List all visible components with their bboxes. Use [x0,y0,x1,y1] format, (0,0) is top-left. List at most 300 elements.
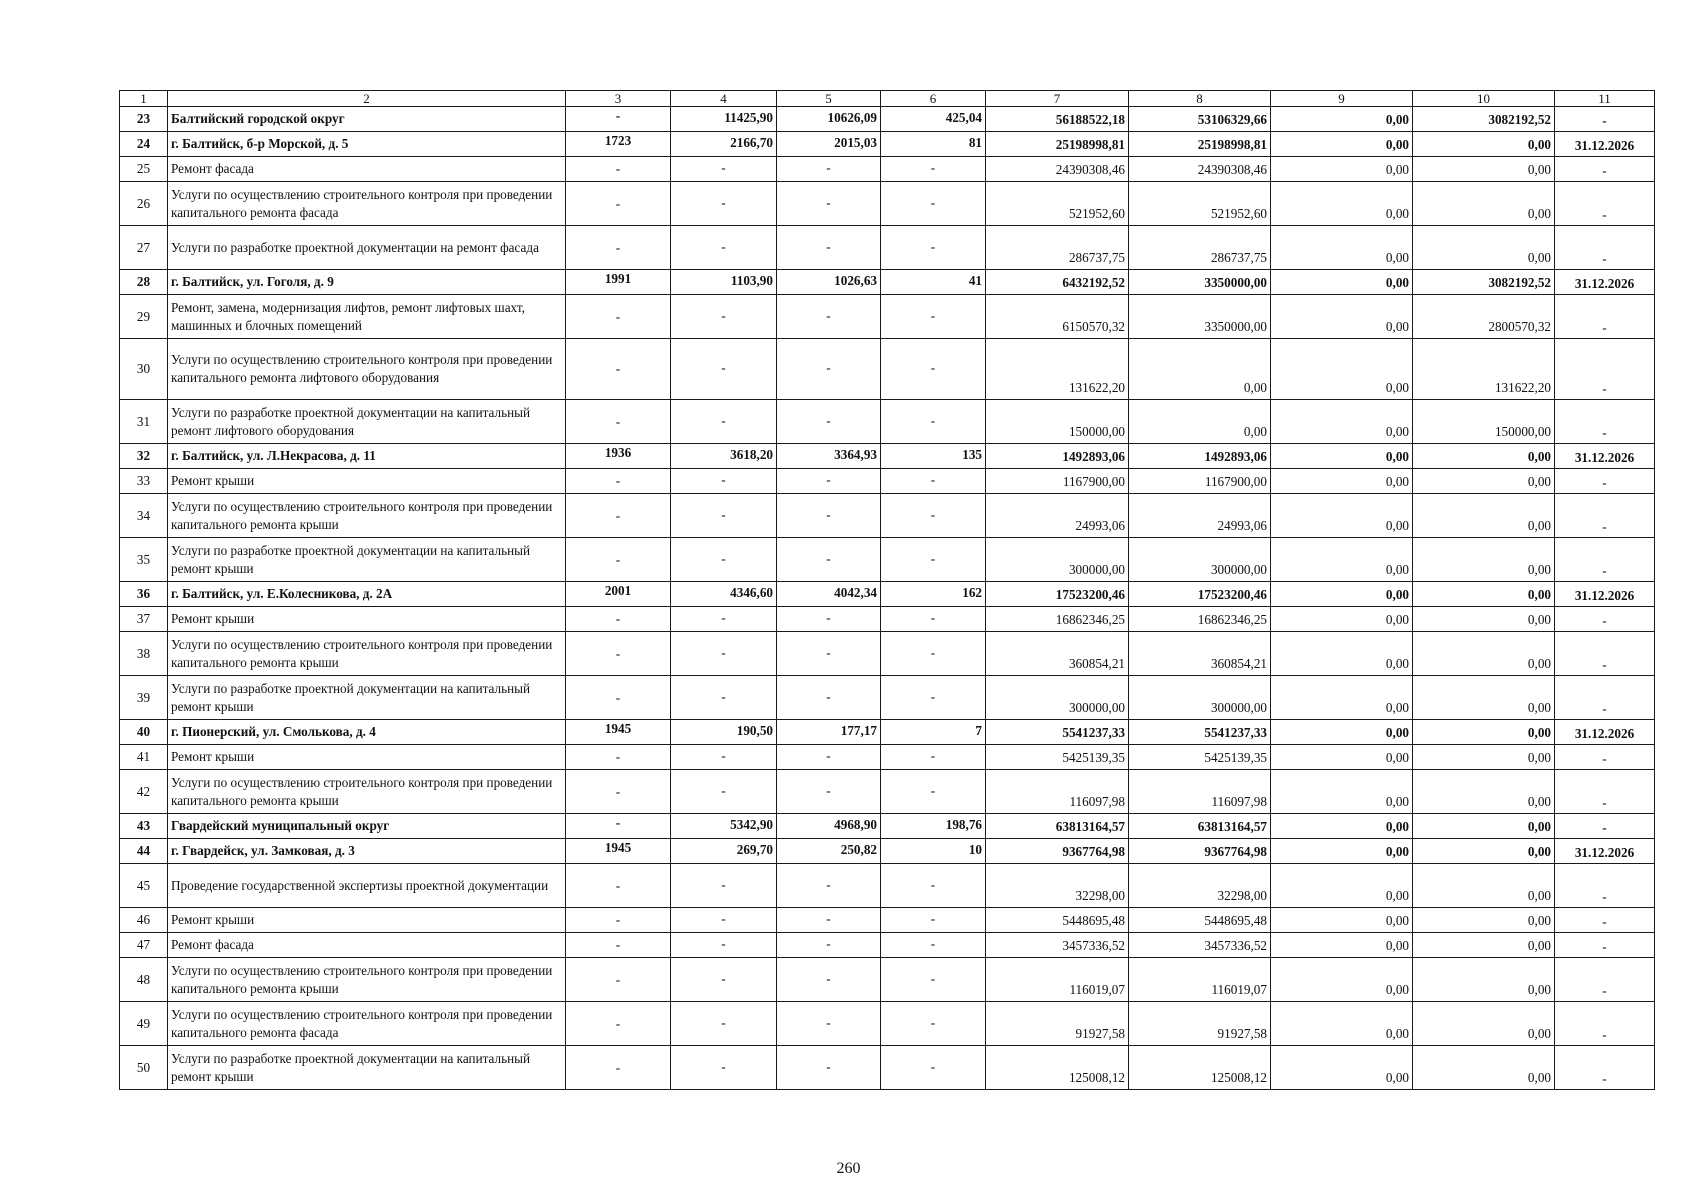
cell-other-funds: 0,00 [1413,958,1555,1002]
table-row [120,107,1655,132]
cell-total-cost: 63813164,57 [986,814,1129,839]
cell-residents: 135 [881,444,986,469]
cell-total-cost: 5448695,48 [986,908,1129,933]
cell-residents: - [881,1002,986,1046]
cell-total-cost: 24390308,46 [986,157,1129,182]
table-row [120,132,1655,157]
column-header: 2 [168,91,566,107]
cell-fund-amount: 1492893,06 [1129,444,1271,469]
cell-total-area: - [671,933,777,958]
cell-total-area: - [671,538,777,582]
cell-row-number: 43 [120,814,168,839]
cell-item-name: г. Балтийск, б-р Морской, д. 5 [168,132,566,157]
cell-other-funds: 0,00 [1413,864,1555,908]
cell-year-built: 1936 [566,444,671,469]
cell-row-number: 44 [120,839,168,864]
cell-residents: - [881,157,986,182]
cell-budget-amount: 0,00 [1271,107,1413,132]
cell-total-cost: 131622,20 [986,339,1129,400]
column-header: 10 [1413,91,1555,107]
cell-total-area: - [671,1002,777,1046]
cell-item-name: г. Гвардейск, ул. Замковая, д. 3 [168,839,566,864]
table-row [120,1002,1655,1046]
cell-total-cost: 91927,58 [986,1002,1129,1046]
cell-other-funds: 0,00 [1413,444,1555,469]
cell-completion-date: - [1555,933,1655,958]
cell-year-built: - [566,1002,671,1046]
cell-year-built: 1945 [566,839,671,864]
cell-total-cost: 1492893,06 [986,444,1129,469]
cell-completion-date: - [1555,538,1655,582]
cell-other-funds: 131622,20 [1413,339,1555,400]
cell-residents: - [881,745,986,770]
cell-fund-amount: 17523200,46 [1129,582,1271,607]
cell-residential-area: - [777,770,881,814]
table-row [120,864,1655,908]
cell-residential-area: - [777,908,881,933]
cell-residents: - [881,908,986,933]
cell-total-area: - [671,226,777,270]
table-row [120,933,1655,958]
cell-fund-amount: 16862346,25 [1129,607,1271,632]
cell-fund-amount: 360854,21 [1129,632,1271,676]
cell-other-funds: 0,00 [1413,770,1555,814]
cell-budget-amount: 0,00 [1271,958,1413,1002]
cell-residents: 10 [881,839,986,864]
table-row [120,814,1655,839]
cell-total-area: 4346,60 [671,582,777,607]
cell-row-number: 23 [120,107,168,132]
cell-row-number: 35 [120,538,168,582]
cell-year-built: 1991 [566,270,671,295]
cell-total-area: 190,50 [671,720,777,745]
cell-total-area: - [671,864,777,908]
cell-total-cost: 1167900,00 [986,469,1129,494]
cell-row-number: 30 [120,339,168,400]
cell-completion-date: - [1555,958,1655,1002]
cell-year-built: - [566,958,671,1002]
cell-residential-area: 10626,09 [777,107,881,132]
cell-completion-date: - [1555,295,1655,339]
cell-row-number: 42 [120,770,168,814]
cell-year-built: - [566,400,671,444]
cell-budget-amount: 0,00 [1271,908,1413,933]
cell-row-number: 46 [120,908,168,933]
cell-budget-amount: 0,00 [1271,770,1413,814]
cell-row-number: 38 [120,632,168,676]
cell-residential-area: - [777,400,881,444]
cell-other-funds: 0,00 [1413,745,1555,770]
table-row [120,720,1655,745]
column-header: 7 [986,91,1129,107]
cell-total-cost: 25198998,81 [986,132,1129,157]
cell-completion-date: - [1555,226,1655,270]
cell-item-name: г. Балтийск, ул. Гоголя, д. 9 [168,270,566,295]
cell-budget-amount: 0,00 [1271,1002,1413,1046]
cell-total-cost: 300000,00 [986,538,1129,582]
cell-row-number: 31 [120,400,168,444]
cell-total-cost: 116097,98 [986,770,1129,814]
cell-item-name: Услуги по осуществлению строительного контроля при проведении капитального ремонта фасада [168,1002,566,1046]
cell-total-area: 11425,90 [671,107,777,132]
cell-total-area: 2166,70 [671,132,777,157]
cell-row-number: 49 [120,1002,168,1046]
table-row [120,226,1655,270]
cell-total-cost: 5425139,35 [986,745,1129,770]
cell-budget-amount: 0,00 [1271,157,1413,182]
cell-total-cost: 286737,75 [986,226,1129,270]
cell-total-area: 1103,90 [671,270,777,295]
column-header: 8 [1129,91,1271,107]
cell-budget-amount: 0,00 [1271,270,1413,295]
cell-item-name: Балтийский городской округ [168,107,566,132]
cell-other-funds: 0,00 [1413,226,1555,270]
cell-completion-date: - [1555,182,1655,226]
cell-item-name: Проведение государственной экспертизы проектной документации [168,864,566,908]
cell-total-cost: 24993,06 [986,494,1129,538]
cell-residential-area: 4042,34 [777,582,881,607]
cell-completion-date: 31.12.2026 [1555,444,1655,469]
cell-residential-area: - [777,632,881,676]
cell-total-area: - [671,676,777,720]
cell-total-area: - [671,1046,777,1090]
cell-completion-date: 31.12.2026 [1555,839,1655,864]
cell-total-area: - [671,958,777,1002]
cell-residents: - [881,676,986,720]
table-row [120,157,1655,182]
table-row [120,632,1655,676]
cell-item-name: Ремонт крыши [168,745,566,770]
cell-fund-amount: 63813164,57 [1129,814,1271,839]
cell-year-built: 1945 [566,720,671,745]
cell-residential-area: - [777,745,881,770]
cell-total-area: 3618,20 [671,444,777,469]
cell-residents: - [881,607,986,632]
cell-year-built: - [566,814,671,839]
cell-residential-area: 177,17 [777,720,881,745]
cell-residential-area: - [777,469,881,494]
cell-residents: - [881,933,986,958]
cell-year-built: - [566,864,671,908]
cell-residents: 198,76 [881,814,986,839]
cell-fund-amount: 116019,07 [1129,958,1271,1002]
cell-residential-area: - [777,494,881,538]
cell-year-built: - [566,933,671,958]
cell-item-name: Гвардейский муниципальный округ [168,814,566,839]
cell-residential-area: 1026,63 [777,270,881,295]
table-body [120,107,1655,1090]
cell-completion-date: - [1555,745,1655,770]
table-row [120,607,1655,632]
cell-completion-date: - [1555,607,1655,632]
cell-budget-amount: 0,00 [1271,469,1413,494]
cell-row-number: 39 [120,676,168,720]
cell-residential-area: - [777,182,881,226]
cell-residents: - [881,182,986,226]
cell-fund-amount: 300000,00 [1129,676,1271,720]
column-header: 3 [566,91,671,107]
table-row [120,400,1655,444]
cell-budget-amount: 0,00 [1271,933,1413,958]
cell-item-name: Услуги по осуществлению строительного контроля при проведении капитального ремонта крыши [168,494,566,538]
cell-row-number: 50 [120,1046,168,1090]
cell-completion-date: - [1555,814,1655,839]
table-row [120,582,1655,607]
cell-residential-area: - [777,676,881,720]
column-header: 4 [671,91,777,107]
cell-total-area: - [671,339,777,400]
cell-item-name: Услуги по осуществлению строительного контроля при проведении капитального ремонта крыши [168,770,566,814]
cell-total-cost: 300000,00 [986,676,1129,720]
cell-residential-area: 4968,90 [777,814,881,839]
cell-residents: 81 [881,132,986,157]
cell-other-funds: 0,00 [1413,839,1555,864]
cell-residential-area: - [777,958,881,1002]
cell-year-built: - [566,745,671,770]
cell-item-name: г. Балтийск, ул. Е.Колесникова, д. 2А [168,582,566,607]
cell-total-area: - [671,770,777,814]
table-row [120,295,1655,339]
cell-row-number: 25 [120,157,168,182]
cell-total-area: - [671,469,777,494]
cell-row-number: 40 [120,720,168,745]
cell-other-funds: 0,00 [1413,607,1555,632]
cell-residents: 7 [881,720,986,745]
cell-total-area: 269,70 [671,839,777,864]
cell-completion-date: - [1555,676,1655,720]
cell-completion-date: - [1555,469,1655,494]
cell-budget-amount: 0,00 [1271,182,1413,226]
cell-completion-date: - [1555,494,1655,538]
cell-budget-amount: 0,00 [1271,607,1413,632]
cell-other-funds: 0,00 [1413,582,1555,607]
cell-item-name: Ремонт, замена, модернизация лифтов, ремонт лифтовых шахт, машинных и блочных помещений [168,295,566,339]
cell-fund-amount: 0,00 [1129,400,1271,444]
cell-other-funds: 0,00 [1413,182,1555,226]
cell-total-area: 5342,90 [671,814,777,839]
cell-total-cost: 5541237,33 [986,720,1129,745]
cell-residential-area: - [777,339,881,400]
cell-row-number: 33 [120,469,168,494]
cell-budget-amount: 0,00 [1271,295,1413,339]
cell-fund-amount: 24993,06 [1129,494,1271,538]
cell-row-number: 45 [120,864,168,908]
cell-fund-amount: 286737,75 [1129,226,1271,270]
cell-other-funds: 3082192,52 [1413,107,1555,132]
cell-total-cost: 16862346,25 [986,607,1129,632]
cell-residential-area: - [777,538,881,582]
cell-year-built: - [566,295,671,339]
cell-residential-area: - [777,607,881,632]
table-row [120,839,1655,864]
cell-total-area: - [671,157,777,182]
cell-other-funds: 0,00 [1413,676,1555,720]
cell-residential-area: - [777,1002,881,1046]
cell-item-name: Услуги по разработке проектной документации на капитальный ремонт крыши [168,676,566,720]
cell-other-funds: 0,00 [1413,132,1555,157]
cell-residents: - [881,770,986,814]
cell-budget-amount: 0,00 [1271,444,1413,469]
cell-completion-date: 31.12.2026 [1555,132,1655,157]
cell-budget-amount: 0,00 [1271,864,1413,908]
cell-residential-area: 3364,93 [777,444,881,469]
cell-residents: - [881,1046,986,1090]
cell-residents: - [881,494,986,538]
cell-item-name: Услуги по осуществлению строительного контроля при проведении капитального ремонта крыши [168,632,566,676]
cell-total-cost: 116019,07 [986,958,1129,1002]
cell-item-name: Услуги по разработке проектной документации на капитальный ремонт крыши [168,1046,566,1090]
cell-item-name: Услуги по осуществлению строительного контроля при проведении капитального ремонта фасада [168,182,566,226]
cell-year-built: - [566,157,671,182]
cell-year-built: - [566,494,671,538]
cell-fund-amount: 300000,00 [1129,538,1271,582]
cell-total-cost: 125008,12 [986,1046,1129,1090]
cell-other-funds: 0,00 [1413,908,1555,933]
cell-fund-amount: 1167900,00 [1129,469,1271,494]
cell-fund-amount: 3350000,00 [1129,295,1271,339]
cell-other-funds: 0,00 [1413,157,1555,182]
cell-other-funds: 3082192,52 [1413,270,1555,295]
cell-fund-amount: 5425139,35 [1129,745,1271,770]
cell-residents: 425,04 [881,107,986,132]
cell-total-cost: 150000,00 [986,400,1129,444]
cell-fund-amount: 25198998,81 [1129,132,1271,157]
cell-budget-amount: 0,00 [1271,339,1413,400]
cell-completion-date: 31.12.2026 [1555,582,1655,607]
cell-residential-area: - [777,157,881,182]
page-number: 260 [836,1160,861,1177]
cell-total-area: - [671,745,777,770]
table-row [120,538,1655,582]
table-row [120,182,1655,226]
cell-year-built: - [566,607,671,632]
cell-budget-amount: 0,00 [1271,1046,1413,1090]
cell-fund-amount: 3350000,00 [1129,270,1271,295]
cell-fund-amount: 91927,58 [1129,1002,1271,1046]
cell-completion-date: 31.12.2026 [1555,270,1655,295]
cell-row-number: 37 [120,607,168,632]
cell-fund-amount: 9367764,98 [1129,839,1271,864]
cell-residential-area: - [777,1046,881,1090]
column-header: 1 [120,91,168,107]
cell-residential-area: - [777,226,881,270]
cell-budget-amount: 0,00 [1271,400,1413,444]
cell-item-name: Ремонт крыши [168,607,566,632]
cell-year-built: - [566,908,671,933]
cell-other-funds: 0,00 [1413,632,1555,676]
cell-year-built: 2001 [566,582,671,607]
cell-year-built: - [566,770,671,814]
table-row [120,770,1655,814]
cell-item-name: г. Балтийск, ул. Л.Некрасова, д. 11 [168,444,566,469]
table-row [120,676,1655,720]
cell-row-number: 27 [120,226,168,270]
cell-fund-amount: 53106329,66 [1129,107,1271,132]
cell-year-built: - [566,226,671,270]
cell-row-number: 32 [120,444,168,469]
cell-fund-amount: 3457336,52 [1129,933,1271,958]
cell-residents: - [881,226,986,270]
cell-budget-amount: 0,00 [1271,582,1413,607]
cell-completion-date: 31.12.2026 [1555,720,1655,745]
cell-row-number: 47 [120,933,168,958]
cell-total-cost: 32298,00 [986,864,1129,908]
cell-year-built: - [566,469,671,494]
cell-total-area: - [671,182,777,226]
cell-other-funds: 0,00 [1413,814,1555,839]
cell-item-name: Услуги по разработке проектной документации на ремонт фасада [168,226,566,270]
cell-total-cost: 360854,21 [986,632,1129,676]
cell-other-funds: 2800570,32 [1413,295,1555,339]
cell-budget-amount: 0,00 [1271,226,1413,270]
cell-residential-area: - [777,864,881,908]
cell-residents: 162 [881,582,986,607]
cell-item-name: Услуги по осуществлению строительного контроля при проведении капитального ремонта лифтового оборудования [168,339,566,400]
cell-fund-amount: 5448695,48 [1129,908,1271,933]
cell-row-number: 28 [120,270,168,295]
table-row [120,339,1655,400]
cell-fund-amount: 0,00 [1129,339,1271,400]
cell-item-name: Ремонт фасада [168,157,566,182]
cell-item-name: г. Пионерский, ул. Смолькова, д. 4 [168,720,566,745]
cell-residents: - [881,632,986,676]
cell-row-number: 48 [120,958,168,1002]
cell-year-built: - [566,538,671,582]
cell-residents: - [881,295,986,339]
cell-year-built: - [566,182,671,226]
cell-item-name: Ремонт фасада [168,933,566,958]
cell-item-name: Услуги по разработке проектной документации на капитальный ремонт лифтового оборудования [168,400,566,444]
cell-residents: - [881,400,986,444]
cell-residents: - [881,864,986,908]
column-header: 9 [1271,91,1413,107]
cell-residents: 41 [881,270,986,295]
column-header: 11 [1555,91,1655,107]
cell-other-funds: 0,00 [1413,469,1555,494]
table-row [120,469,1655,494]
cell-other-funds: 0,00 [1413,720,1555,745]
cell-budget-amount: 0,00 [1271,676,1413,720]
cell-fund-amount: 116097,98 [1129,770,1271,814]
cell-budget-amount: 0,00 [1271,745,1413,770]
cell-total-cost: 9367764,98 [986,839,1129,864]
cell-budget-amount: 0,00 [1271,720,1413,745]
cell-total-area: - [671,494,777,538]
cell-year-built: - [566,1046,671,1090]
cell-item-name: Ремонт крыши [168,908,566,933]
cell-item-name: Ремонт крыши [168,469,566,494]
column-header: 5 [777,91,881,107]
cell-total-area: - [671,908,777,933]
cell-year-built: 1723 [566,132,671,157]
cell-year-built: - [566,676,671,720]
cell-completion-date: - [1555,1002,1655,1046]
cell-other-funds: 150000,00 [1413,400,1555,444]
table-row [120,908,1655,933]
cell-budget-amount: 0,00 [1271,814,1413,839]
cell-completion-date: - [1555,107,1655,132]
cell-item-name: Услуги по разработке проектной документации на капитальный ремонт крыши [168,538,566,582]
cell-row-number: 34 [120,494,168,538]
cell-completion-date: - [1555,339,1655,400]
cell-total-area: - [671,607,777,632]
table-row [120,745,1655,770]
cell-completion-date: - [1555,770,1655,814]
cell-year-built: - [566,339,671,400]
cell-residential-area: 250,82 [777,839,881,864]
cell-completion-date: - [1555,1046,1655,1090]
cell-residents: - [881,958,986,1002]
